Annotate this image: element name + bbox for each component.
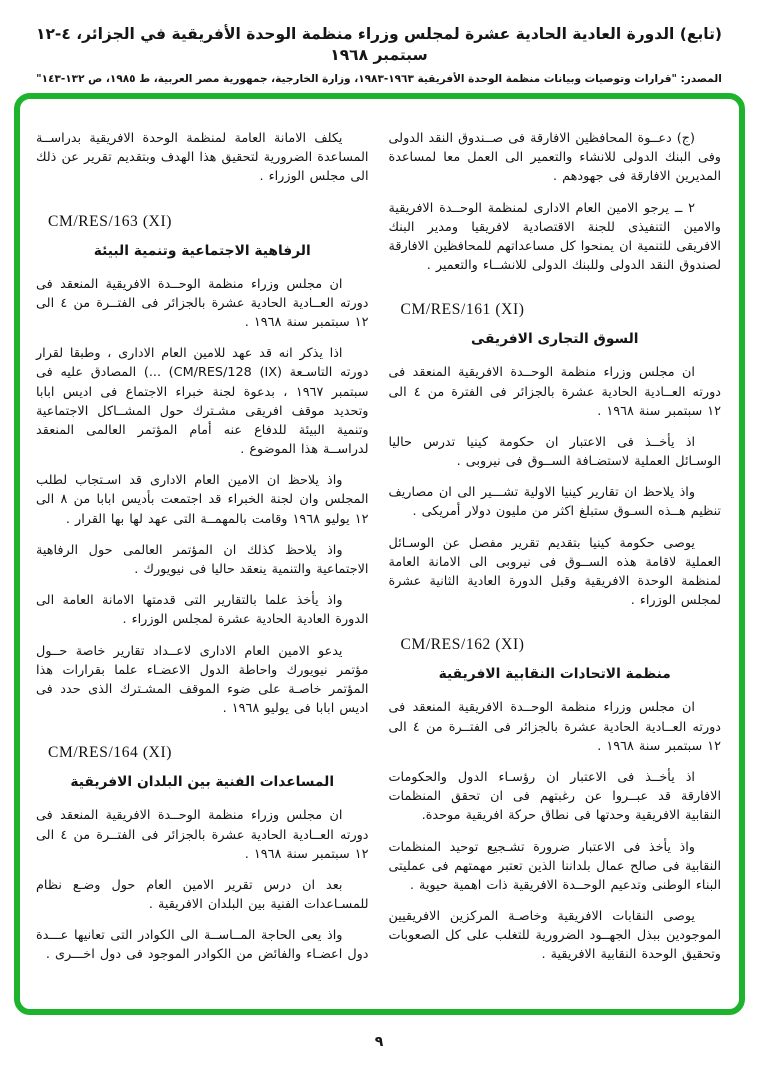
document-frame: [14, 93, 745, 1015]
resolution-number: CM/RES/163 (XI): [48, 212, 172, 230]
page-header: [0, 0, 758, 85]
resolution-paragraph: (ج) دعــوة المحافظين الافارقة فى صــندوق النقد الدولى وفى البنك الدولى للانشاء والتعمير الى العمل معا لمساعدة المديرين الافارقة فى جهودهم .: [388, 131, 721, 185]
session-title: (تابع) الدورة العادية الحادية عشرة لمجلس وزراء منظمة الوحدة الأفريقية في الجزائر، ٤-١٢ سبتمبر ١٩٦٨: [36, 25, 722, 64]
resolution-paragraph: يدعو الامين العام الادارى لاعــداد تقارير خاصة حــول مؤتمر نيويورك واحاطة الدول الاعضـاء علما بقرارات هذا المؤتمر خاصـة على ضوء الموقف المشـترك الذى حدد فى اديس ابابا فى يوليو ١٩٦٨ .: [36, 643, 369, 717]
resolution-paragraph: اذا يذكر انه قد عهد للامين العام الادارى ، وطبقا لقرار دورته التاسـعة ⁦(... (CM/RES/128 (IX)⁩ المصادق عليه فى سبتمبر ١٩٦٧ ، بدعوة لجنة خبراء الاجتماع فى اديس ابابا وتحديد موقف افريقى مشـترك حول المشــاكل الاجتماعية وتنمية البيئة للدفاع عنه أمام المؤتمر العالمى المنعقد لدراســة هذا الموضوع .: [36, 346, 369, 458]
resolution-number: CM/RES/164 (XI): [48, 744, 172, 762]
source-note: المصدر: "قرارات وتوصيات وبيانات منظمة الوحدة الأفريقية ١٩٦٣-١٩٨٣، وزارة الخارجية، جمهورية مصر العربية، ط ١٩٨٥، ص ١٣٢-١٤٣": [36, 72, 722, 85]
section-title: الرفاهية الاجتماعية وتنمية البيئة: [93, 242, 311, 259]
resolution-paragraph: يكلف الامانة العامة لمنظمة الوحدة الافريقية بدراســة المساعدة الضرورية لتحقيق هذا الهدف وبتقديم تقرير عن ذلك الى مجلس الوزراء .: [36, 131, 369, 185]
resolution-paragraph: اذ يأخــذ فى الاعتبار ان رؤسـاء الدول والحكومات الافارقة قد عبــروا عن رغبتهم فى ان تحقق المنظمات النقابية الافريقية وحدتها فى نطاق حركة افريقية موحدة.: [388, 769, 721, 824]
resolution-number: CM/RES/161 (XI): [400, 301, 525, 319]
resolution-paragraph: بعد ان درس تقرير الامين العام حول وضـع نظام للمسـاعدات الفنية بين البلدان الافريقية .: [36, 877, 369, 913]
column-left: [36, 129, 369, 993]
resolution-paragraph: واذ يأخذ فى الاعتبار ضرورة تشـجيع توحيد المنظمات النقابية فى صالح عمال بلداننا الذين تعتبر مهمتهم فى عمليتى البناء الوطنى وتدعيم الوحــدة الافريقية ذات اهمية حيوية .: [388, 839, 721, 893]
resolution-paragraph: واذ يلاحظ ان تقارير كينيا الاولية تشـــير الى ان مصاريف تنظيم هــذه السـوق ستبلغ اكثر من مليون دولار أمريكى .: [388, 485, 721, 520]
resolution-paragraph: اذ يأخــذ فى الاعتبار ان حكومة كينيا تدرس حاليا الوسـائل العملية لاستضـافة الســوق فى نيروبى .: [388, 434, 721, 470]
section-title: منظمة الاتحادات النقابية الافريقية: [438, 666, 671, 683]
resolution-paragraph: يوصى حكومة كينيا بتقديم تقرير مفصل عن الوسـائل العملية لاقامة هذه الســوق فى نيروبى الى الامانة العامة لمنظمة الوحدة الافريقية وقبل الدورة العادية الثانية عشرة لمجلس الوزراء .: [388, 535, 721, 609]
section-title: السوق التجارى الافريقى: [471, 331, 639, 348]
resolution-paragraph: واذ يلاحظ ان الامين العام الادارى قد اسـتجاب لطلب المجلس وان لجنة الخبراء قد اجتمعت بأديس ابابا من ٨ الى ١٢ يوليو ١٩٦٨ وقامت بالمهمــة التى عهد لها بها القرار .: [36, 473, 369, 527]
resolution-paragraph: واذ يلاحظ كذلك ان المؤتمر العالمى حول الرفاهية الاجتماعية والتنمية ينعقد حاليا فى نيويورك .: [36, 542, 369, 577]
resolution-paragraph: واذ يأخذ علما بالتقارير التى قدمتها الامانة العامة الى الدورة العادية الحادية عشرة لمجلس الوزراء .: [36, 593, 369, 628]
resolution-paragraph: يوصى النقابات الافريقية وخاصـة المركزين الافريقيين الموجودين ببذل الجهــود الضرورية للتغلب على كل الصعوبات وتحقيق الوحدة النقابية الافريقية .: [388, 909, 721, 963]
resolution-paragraph: ان مجلس وزراء منظمة الوحــدة الافريقية المنعقد فى دورته العــادية الحادية عشرة بالجزائر فى الفترة من ٤ الى ١٢ سبتمبر سنة ١٩٦٨ .: [388, 365, 721, 419]
resolution-number: CM/RES/162 (XI): [400, 636, 525, 654]
resolution-paragraph: ان مجلس وزراء منظمة الوحــدة الافريقية المنعقد فى دورته العــادية الحادية عشرة بالجزائر فى الفتــرة من ٤ الى ١٢ سبتمبر سنة ١٩٦٨ .: [388, 700, 721, 754]
resolution-paragraph: واذ يعى الحاجة المــاســة الى الكوادر التى تعانيها عـــدة دول اعضـاء والفائض من الكوادر الموجود فى دول اخـــرى .: [36, 928, 369, 963]
resolution-paragraph: ان مجلس وزراء منظمة الوحــدة الافريقية المنعقد فى دورته العــادية الحادية عشرة بالجزائر فى الفتــرة من ٤ الى ١٢ سبتمبر سنة ١٩٦٨ .: [36, 808, 369, 862]
section-title: المساعدات الفنية بين البلدان الافريقية: [70, 774, 335, 791]
two-column-layout: [36, 129, 721, 993]
page-number: ٩: [374, 1034, 384, 1050]
column-right: [389, 129, 722, 993]
resolution-paragraph: ان مجلس وزراء منظمة الوحــدة الافريقية المنعقد فى دورته العــادية الحادية عشرة بالجزائر فى الفتــرة من ٤ الى ١٢ سبتمبر سنة ١٩٦٨ .: [36, 276, 369, 330]
resolution-paragraph: ٢ ــ يرجو الامين العام الادارى لمنظمة الوحــدة الافريقية والامين التنفيذى للجنة الاقتصادية لافريقيا ومدير البنك الافريقى للتنمية ان يمنحوا كل مساعداتهم للمحافظين الافارقة لصندوق النقد الدولى وللبنك الدولى للانشــاء والتعمير .: [388, 200, 721, 274]
